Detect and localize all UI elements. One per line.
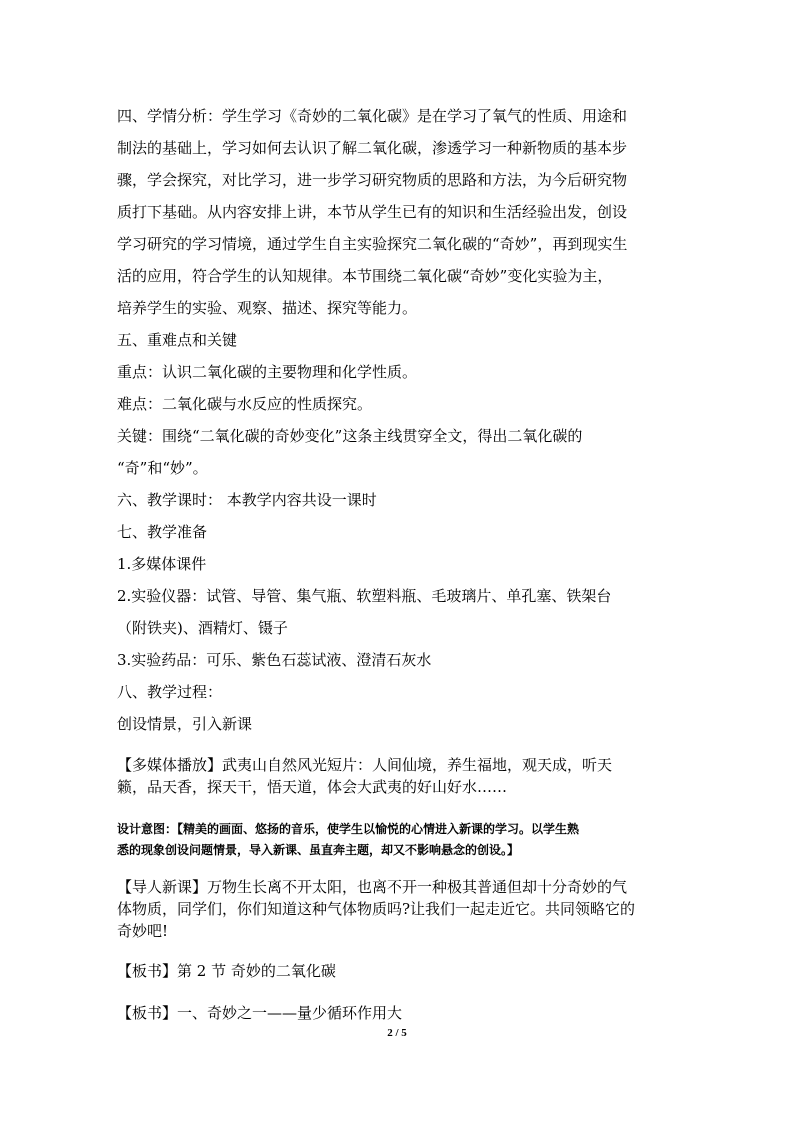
text-line: 重点：认识二氧化碳的主要物理和化学性质。 — [117, 363, 418, 381]
text-line: 【板书】第 2 节 奇妙的二氧化碳 — [117, 962, 336, 980]
design-intent-line: 设计意图：【精美的画面、悠扬的音乐，使学生以愉悦的心情进入新课的学习。以学生熟 — [117, 822, 580, 836]
text-line: 体物质，同学们，你们知道这种气体物质吗?让我们一起走近它。共同领略它的 — [117, 900, 636, 918]
list-item: 3.实验药品：可乐、紫色石蕊试液、澄清石灰水 — [117, 651, 432, 669]
text-line: 【板书】一、奇妙之一——量少循环作用大 — [117, 1004, 403, 1022]
page-number: 2 / 5 — [387, 1027, 407, 1039]
list-item: 1.多媒体课件 — [117, 555, 207, 573]
text-line: 培养学生的实验、观察、描述、探究等能力。 — [117, 299, 418, 317]
text-line: 创设情景，引入新课 — [117, 715, 253, 733]
text-line: 【导人新课】万物生长离不开太阳，也离不开一种极其普通但却十分奇妙的气 — [117, 878, 628, 896]
section-heading: 六、教学课时： 本教学内容共设一课时 — [117, 491, 377, 509]
text-line: 【多媒体播放】武夷山自然风光短片：人间仙境，养生福地，观天成，听天 — [117, 756, 613, 774]
section-heading: 七、教学准备 — [117, 523, 208, 541]
text-line: 学习研究的学习情境，通过学生自主实验探究二氧化碳的“奇妙”，再到现实生 — [117, 235, 628, 253]
section-heading: 五、重难点和关键 — [117, 331, 238, 349]
text-line: 奇妙吧! — [117, 922, 169, 940]
text-line: 关键：围绕“二氧化碳的奇妙变化”这条主线贯穿全文，得出二氧化碳的 — [117, 427, 583, 445]
text-line: （附铁夹)、酒精灯、镊子 — [117, 619, 288, 637]
text-line: 骤，学会探究，对比学习，进一步学习研究物质的思路和方法，为今后研究物 — [117, 171, 628, 189]
text-line: “奇”和“妙”。 — [117, 459, 208, 477]
section-heading: 八、教学过程： — [117, 683, 223, 701]
text-line: 难点：二氧化碳与水反应的性质探究。 — [117, 395, 373, 413]
text-line: 活的应用，符合学生的认知规律。本节围绕二氧化碳“奇妙”变化实验为主， — [117, 267, 613, 285]
design-intent-line: 悉的现象创设问题情景，导入新课、虽直奔主题，却又不影响悬念的创设。】 — [117, 843, 520, 857]
list-item: 2.实验仪器：试管、导管、集气瓶、软塑料瓶、毛玻璃片、单孔塞、铁架台 — [117, 587, 612, 605]
text-line: 制法的基础上，学习如何去认识了解二氧化碳，渗透学习一种新物质的基本步 — [117, 139, 628, 157]
text-line: 质打下基础。从内容安排上讲，本节从学生已有的知识和生活经验出发，创设 — [117, 203, 628, 221]
text-line: 籁，品天香，探天干，悟天道，体会大武夷的好山好水…… — [117, 778, 508, 796]
text-line: 四、学情分析：学生学习《奇妙的二氧化碳》是在学习了氧气的性质、用途和 — [117, 107, 628, 125]
